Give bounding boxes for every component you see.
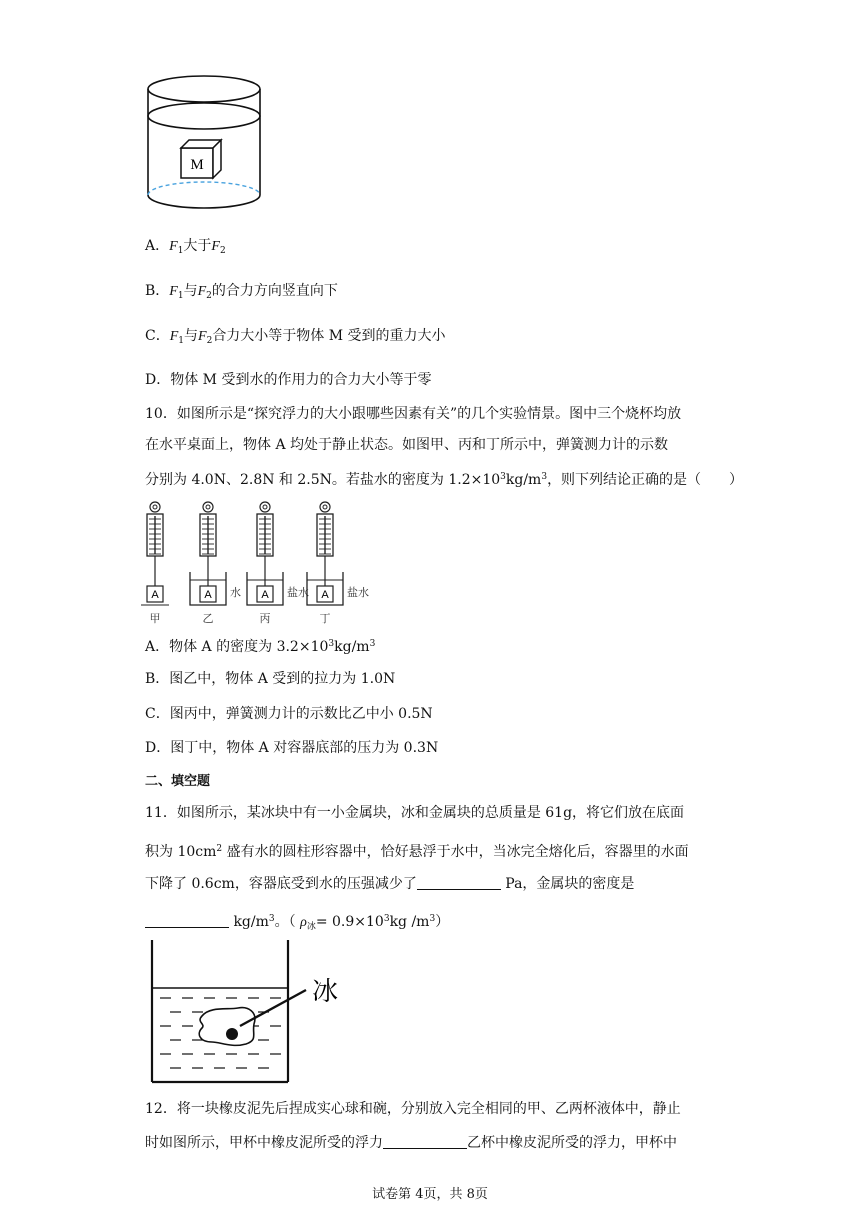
q12-stem-line1: 12．将一块橡皮泥先后捏成实心球和碗，分别放入完全相同的甲、乙两杯液体中，静止 — [145, 1101, 681, 1117]
answer-blank-pressure[interactable] — [417, 875, 501, 890]
q12-stem-line2: 时如图所示，甲杯中橡皮泥所受的浮力 乙杯中橡皮泥所受的浮力，甲杯中 — [145, 1135, 677, 1151]
q9-option-d: D．物体 M 受到水的作用力的合力大小等于零 — [145, 372, 432, 388]
q10-stem-line2: 在水平桌面上，物体 A 均处于静止状态。如图甲、丙和丁所示中，弹簧测力计的示数 — [145, 437, 669, 453]
caption-1: 甲 — [149, 612, 161, 625]
spring-scale-3 — [247, 502, 309, 625]
q10-stem-line3: 分别为 4.0N、2.8N 和 2.5N。若盐水的密度为 $1.2\times 10^3kg/m^3$，则下列结论正确的是（ ） — [145, 472, 744, 488]
block-label-4: A — [321, 589, 329, 601]
q10-option-c: C．图丙中，弹簧测力计的示数比乙中小 0.5N — [145, 706, 433, 722]
caption-2: 乙 — [202, 612, 214, 625]
q11-stem-line2: 积为 $10cm^2$ 盛有水的圆柱形容器中，恰好悬浮于水中，当冰完全熔化后，容器里的水面 — [145, 844, 689, 860]
q10-stem-line1: 10．如图所示是“探究浮力的大小跟哪些因素有关”的几个实验情景。图中三个烧杯均放 — [145, 406, 682, 422]
q10-option-a: A．物体 A 的密度为 $3.2\times 10^3kg/m^3$ — [145, 639, 376, 655]
block-label-2: A — [204, 589, 212, 601]
cube-label: M — [190, 157, 204, 173]
section-heading: 二、填空题 — [145, 774, 211, 789]
beaker-cube-figure — [140, 70, 270, 215]
q9-option-a: A．$F_1$大于$F_2$ — [145, 238, 226, 256]
ice-container-figure — [140, 938, 350, 1088]
q11-stem-line1: 11．如图所示，某冰块中有一小金属块，冰和金属块的总质量是 61g，将它们放在底面 — [145, 805, 685, 821]
q11-stem-line4: $kg/m^3$。（ $\rho_冰= 0.9\times 10^3kg$ $/m^3$） — [145, 909, 449, 937]
q10-option-d: D．图丁中，物体 A 对容器底部的压力为 0.3N — [145, 740, 439, 756]
q9-option-c: C．$F_1$与$F_2$合力大小等于物体 M 受到的重力大小 — [145, 328, 446, 346]
q9-option-b: B．$F_1$与$F_2$的合力方向竖直向下 — [145, 283, 338, 301]
ice-label: 冰 — [312, 977, 339, 1007]
liquid-label-2: 盐水 — [287, 586, 309, 599]
spring-scale-1 — [141, 502, 169, 625]
page-footer: 试卷第 4页，共 8页 — [372, 1187, 488, 1202]
q10-option-b: B．图乙中，物体 A 受到的拉力为 1.0N — [145, 671, 396, 687]
spring-scale-figure — [140, 498, 380, 628]
spring-scale-4 — [307, 502, 369, 625]
answer-blank-density[interactable] — [145, 913, 229, 928]
caption-3: 丙 — [259, 612, 271, 625]
block-label-1: A — [151, 589, 159, 601]
liquid-label-1: 水 — [230, 586, 241, 599]
spring-scale-2 — [190, 502, 241, 625]
caption-4: 丁 — [319, 612, 331, 625]
answer-blank-buoyancy[interactable] — [383, 1134, 467, 1149]
q11-stem-line3: 下降了 0.6cm，容器底受到水的压强减少了 Pa，金属块的密度是 — [145, 876, 635, 892]
block-label-3: A — [261, 589, 269, 601]
liquid-label-3: 盐水 — [347, 586, 369, 599]
